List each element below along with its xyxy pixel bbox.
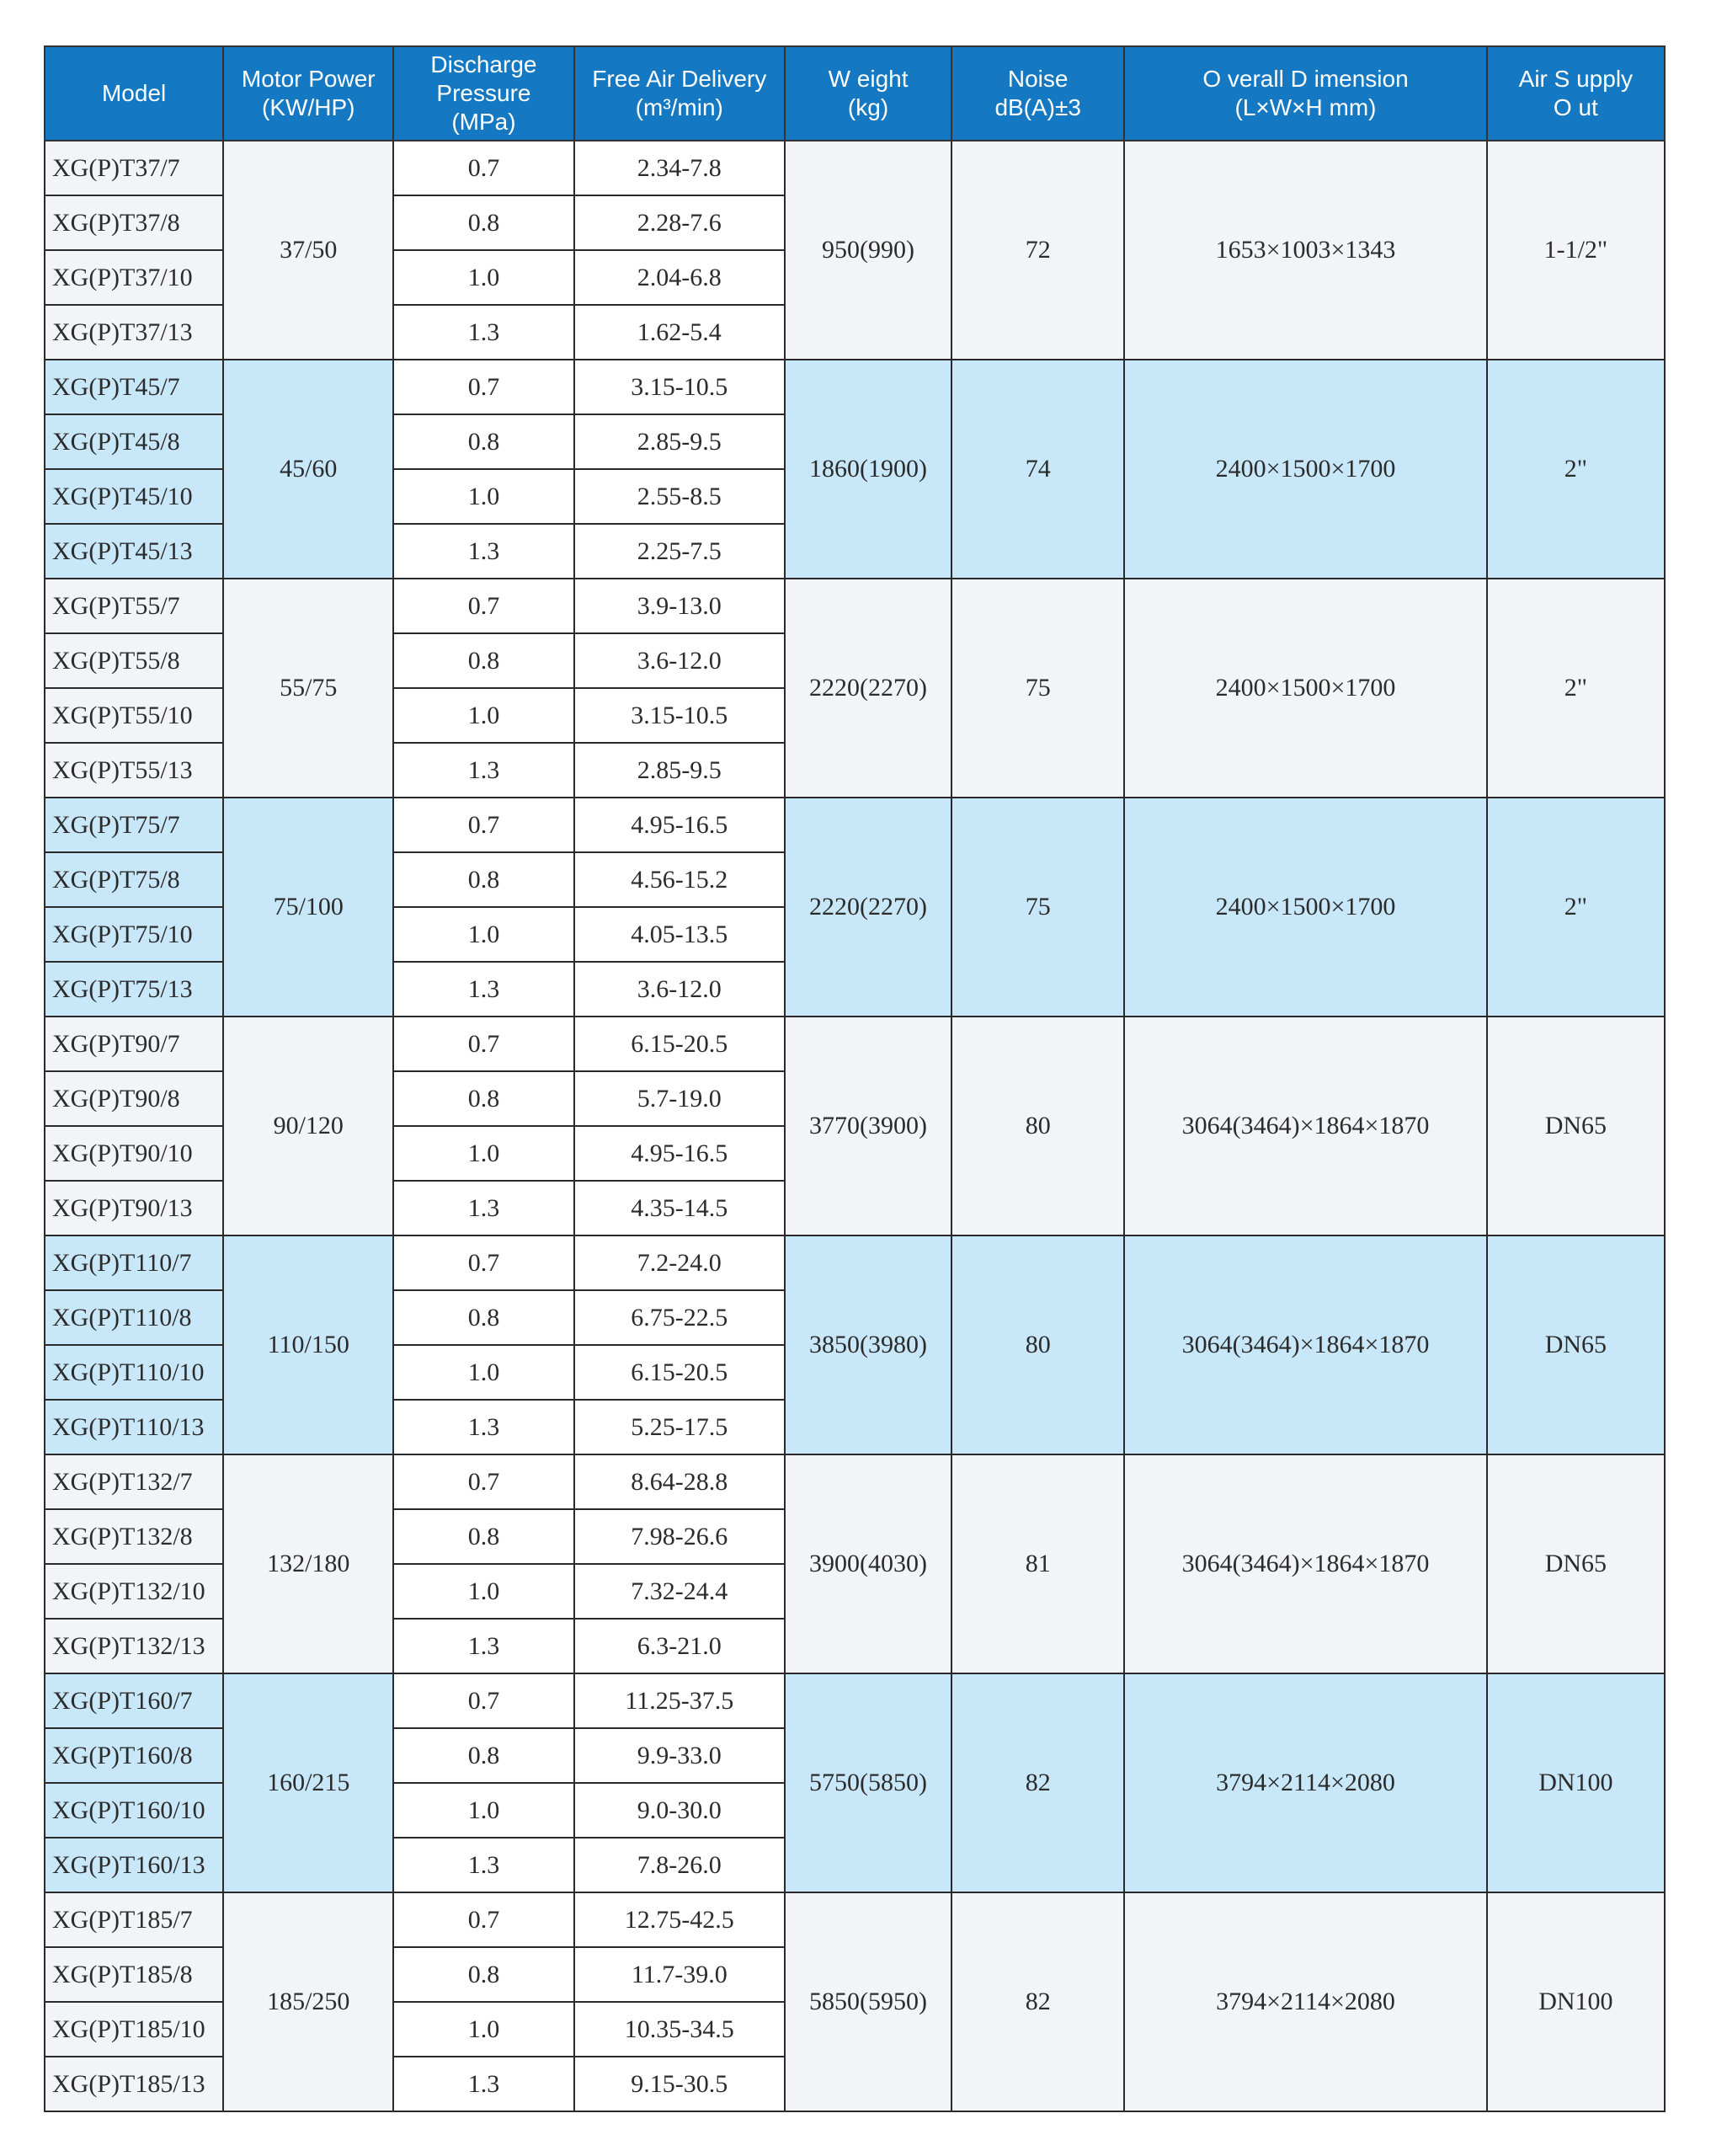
- motor-power-cell: 45/60: [223, 360, 393, 579]
- air-supply-out-cell: 2": [1487, 798, 1665, 1017]
- pressure-cell: 0.8: [393, 195, 573, 250]
- pressure-cell: 0.7: [393, 141, 573, 195]
- air-supply-out-cell: 1-1/2": [1487, 141, 1665, 360]
- header-discharge-pressure-line: Discharge: [430, 51, 537, 77]
- model-cell: XG(P)T132/13: [45, 1619, 223, 1673]
- pressure-cell: 1.0: [393, 907, 573, 962]
- air-supply-out-cell: 2": [1487, 360, 1665, 579]
- model-cell: XG(P)T75/10: [45, 907, 223, 962]
- header-free-air-delivery-line: (m³/min): [635, 94, 723, 120]
- pressure-cell: 1.0: [393, 1126, 573, 1181]
- pressure-cell: 0.8: [393, 633, 573, 688]
- model-cell: XG(P)T132/10: [45, 1564, 223, 1619]
- model-cell: XG(P)T55/13: [45, 743, 223, 798]
- free-air-delivery-cell: 3.15-10.5: [574, 360, 785, 414]
- header-overall-dimension-line: O verall D imension: [1202, 66, 1409, 92]
- model-cell: XG(P)T45/8: [45, 414, 223, 469]
- weight-cell: 2220(2270): [785, 798, 951, 1017]
- free-air-delivery-cell: 4.56-15.2: [574, 852, 785, 907]
- model-cell: XG(P)T37/7: [45, 141, 223, 195]
- table-row: [45, 1892, 1665, 1947]
- free-air-delivery-cell: 11.25-37.5: [574, 1673, 785, 1728]
- table-row: [45, 360, 1665, 414]
- free-air-delivery-cell: 6.75-22.5: [574, 1290, 785, 1345]
- free-air-delivery-cell: 4.35-14.5: [574, 1181, 785, 1235]
- model-cell: XG(P)T45/13: [45, 524, 223, 579]
- model-cell: XG(P)T75/13: [45, 962, 223, 1017]
- motor-power-cell: 110/150: [223, 1235, 393, 1454]
- pressure-cell: 1.3: [393, 1838, 573, 1892]
- model-cell: XG(P)T55/7: [45, 579, 223, 633]
- dimension-cell: 3064(3464)×1864×1870: [1124, 1017, 1486, 1235]
- model-cell: XG(P)T132/8: [45, 1509, 223, 1564]
- pressure-cell: 1.0: [393, 1564, 573, 1619]
- header-discharge-pressure-line: (MPa): [451, 109, 516, 135]
- model-cell: XG(P)T160/8: [45, 1728, 223, 1783]
- pressure-cell: 0.7: [393, 798, 573, 852]
- pressure-cell: 0.8: [393, 1947, 573, 2002]
- pressure-cell: 0.8: [393, 1509, 573, 1564]
- dimension-cell: 2400×1500×1700: [1124, 798, 1486, 1017]
- free-air-delivery-cell: 4.95-16.5: [574, 1126, 785, 1181]
- model-cell: XG(P)T55/10: [45, 688, 223, 743]
- noise-cell: 81: [951, 1454, 1124, 1673]
- free-air-delivery-cell: 12.75-42.5: [574, 1892, 785, 1947]
- free-air-delivery-cell: 5.25-17.5: [574, 1400, 785, 1454]
- weight-cell: 1860(1900): [785, 360, 951, 579]
- model-cell: XG(P)T90/7: [45, 1017, 223, 1071]
- table-body: [45, 141, 1665, 2111]
- noise-cell: 82: [951, 1673, 1124, 1892]
- pressure-cell: 1.0: [393, 1345, 573, 1400]
- weight-cell: 950(990): [785, 141, 951, 360]
- model-cell: XG(P)T160/7: [45, 1673, 223, 1728]
- motor-power-cell: 132/180: [223, 1454, 393, 1673]
- header-model: [45, 46, 223, 141]
- pressure-cell: 0.7: [393, 1454, 573, 1509]
- free-air-delivery-cell: 3.9-13.0: [574, 579, 785, 633]
- header-weight: [785, 46, 951, 141]
- pressure-cell: 1.3: [393, 1619, 573, 1673]
- pressure-cell: 0.8: [393, 414, 573, 469]
- free-air-delivery-cell: 1.62-5.4: [574, 305, 785, 360]
- free-air-delivery-cell: 11.7-39.0: [574, 1947, 785, 2002]
- free-air-delivery-cell: 6.15-20.5: [574, 1017, 785, 1071]
- air-supply-out-cell: DN100: [1487, 1673, 1665, 1892]
- pressure-cell: 0.7: [393, 1235, 573, 1290]
- table-row: [45, 798, 1665, 852]
- free-air-delivery-cell: 2.04-6.8: [574, 250, 785, 305]
- free-air-delivery-cell: 4.95-16.5: [574, 798, 785, 852]
- header-row: [45, 46, 1665, 141]
- table-row: [45, 1235, 1665, 1290]
- model-cell: XG(P)T185/8: [45, 1947, 223, 2002]
- free-air-delivery-cell: 6.3-21.0: [574, 1619, 785, 1673]
- air-supply-out-cell: 2": [1487, 579, 1665, 798]
- free-air-delivery-cell: 10.35-34.5: [574, 2002, 785, 2057]
- weight-cell: 5750(5850): [785, 1673, 951, 1892]
- noise-cell: 72: [951, 141, 1124, 360]
- motor-power-cell: 75/100: [223, 798, 393, 1017]
- model-cell: XG(P)T90/10: [45, 1126, 223, 1181]
- header-air-supply-out-line: Air S upply: [1518, 66, 1634, 92]
- pressure-cell: 1.0: [393, 469, 573, 524]
- noise-cell: 74: [951, 360, 1124, 579]
- model-cell: XG(P)T37/8: [45, 195, 223, 250]
- dimension-cell: 3064(3464)×1864×1870: [1124, 1454, 1486, 1673]
- header-model-line: Model: [101, 80, 167, 106]
- spec-table: [44, 45, 1666, 2112]
- header-free-air-delivery: [574, 46, 785, 141]
- free-air-delivery-cell: 2.55-8.5: [574, 469, 785, 524]
- model-cell: XG(P)T75/7: [45, 798, 223, 852]
- free-air-delivery-cell: 9.9-33.0: [574, 1728, 785, 1783]
- motor-power-cell: 90/120: [223, 1017, 393, 1235]
- pressure-cell: 0.7: [393, 1017, 573, 1071]
- pressure-cell: 0.8: [393, 852, 573, 907]
- header-noise: [951, 46, 1124, 141]
- noise-cell: 80: [951, 1017, 1124, 1235]
- table-row: [45, 141, 1665, 195]
- model-cell: XG(P)T75/8: [45, 852, 223, 907]
- header-air-supply-out-line: O ut: [1553, 94, 1598, 120]
- dimension-cell: 3794×2114×2080: [1124, 1673, 1486, 1892]
- free-air-delivery-cell: 7.32-24.4: [574, 1564, 785, 1619]
- table-row: [45, 1673, 1665, 1728]
- free-air-delivery-cell: 2.85-9.5: [574, 414, 785, 469]
- pressure-cell: 1.0: [393, 688, 573, 743]
- weight-cell: 3770(3900): [785, 1017, 951, 1235]
- model-cell: XG(P)T185/13: [45, 2057, 223, 2111]
- noise-cell: 75: [951, 579, 1124, 798]
- dimension-cell: 2400×1500×1700: [1124, 360, 1486, 579]
- free-air-delivery-cell: 3.6-12.0: [574, 962, 785, 1017]
- free-air-delivery-cell: 2.25-7.5: [574, 524, 785, 579]
- pressure-cell: 0.7: [393, 360, 573, 414]
- pressure-cell: 1.3: [393, 743, 573, 798]
- free-air-delivery-cell: 5.7-19.0: [574, 1071, 785, 1126]
- header-air-supply-out: [1487, 46, 1665, 141]
- model-cell: XG(P)T37/13: [45, 305, 223, 360]
- model-cell: XG(P)T45/10: [45, 469, 223, 524]
- model-cell: XG(P)T110/10: [45, 1345, 223, 1400]
- noise-cell: 80: [951, 1235, 1124, 1454]
- header-weight-line: (kg): [847, 94, 889, 120]
- pressure-cell: 1.0: [393, 2002, 573, 2057]
- header-motor-power-line: Motor Power: [241, 66, 376, 92]
- free-air-delivery-cell: 3.6-12.0: [574, 633, 785, 688]
- free-air-delivery-cell: 6.15-20.5: [574, 1345, 785, 1400]
- pressure-cell: 0.7: [393, 1892, 573, 1947]
- weight-cell: 3850(3980): [785, 1235, 951, 1454]
- pressure-cell: 0.7: [393, 1673, 573, 1728]
- table-row: [45, 1454, 1665, 1509]
- pressure-cell: 0.8: [393, 1728, 573, 1783]
- model-cell: XG(P)T110/8: [45, 1290, 223, 1345]
- free-air-delivery-cell: 2.34-7.8: [574, 141, 785, 195]
- weight-cell: 5850(5950): [785, 1892, 951, 2111]
- motor-power-cell: 160/215: [223, 1673, 393, 1892]
- model-cell: XG(P)T90/13: [45, 1181, 223, 1235]
- motor-power-cell: 185/250: [223, 1892, 393, 2111]
- header-weight-line: W eight: [828, 66, 909, 92]
- pressure-cell: 1.3: [393, 962, 573, 1017]
- motor-power-cell: 55/75: [223, 579, 393, 798]
- free-air-delivery-cell: 9.0-30.0: [574, 1783, 785, 1838]
- air-supply-out-cell: DN100: [1487, 1892, 1665, 2111]
- pressure-cell: 0.8: [393, 1290, 573, 1345]
- air-supply-out-cell: DN65: [1487, 1235, 1665, 1454]
- model-cell: XG(P)T110/7: [45, 1235, 223, 1290]
- air-supply-out-cell: DN65: [1487, 1454, 1665, 1673]
- pressure-cell: 1.0: [393, 250, 573, 305]
- pressure-cell: 1.3: [393, 1400, 573, 1454]
- free-air-delivery-cell: 8.64-28.8: [574, 1454, 785, 1509]
- dimension-cell: 2400×1500×1700: [1124, 579, 1486, 798]
- table-row: [45, 1017, 1665, 1071]
- dimension-cell: 3794×2114×2080: [1124, 1892, 1486, 2111]
- header-overall-dimension: [1124, 46, 1486, 141]
- table-row: [45, 579, 1665, 633]
- free-air-delivery-cell: 7.98-26.6: [574, 1509, 785, 1564]
- weight-cell: 2220(2270): [785, 579, 951, 798]
- noise-cell: 82: [951, 1892, 1124, 2111]
- pressure-cell: 1.3: [393, 305, 573, 360]
- free-air-delivery-cell: 2.28-7.6: [574, 195, 785, 250]
- model-cell: XG(P)T110/13: [45, 1400, 223, 1454]
- free-air-delivery-cell: 7.8-26.0: [574, 1838, 785, 1892]
- header-noise-line: dB(A)±3: [994, 94, 1081, 120]
- model-cell: XG(P)T45/7: [45, 360, 223, 414]
- air-supply-out-cell: DN65: [1487, 1017, 1665, 1235]
- free-air-delivery-cell: 7.2-24.0: [574, 1235, 785, 1290]
- free-air-delivery-cell: 9.15-30.5: [574, 2057, 785, 2111]
- model-cell: XG(P)T160/13: [45, 1838, 223, 1892]
- model-cell: XG(P)T37/10: [45, 250, 223, 305]
- model-cell: XG(P)T90/8: [45, 1071, 223, 1126]
- free-air-delivery-cell: 3.15-10.5: [574, 688, 785, 743]
- header-noise-line: Noise: [1007, 66, 1069, 92]
- header-motor-power: [223, 46, 393, 141]
- pressure-cell: 1.3: [393, 2057, 573, 2111]
- pressure-cell: 0.7: [393, 579, 573, 633]
- free-air-delivery-cell: 2.85-9.5: [574, 743, 785, 798]
- weight-cell: 3900(4030): [785, 1454, 951, 1673]
- header-motor-power-line: (KW/HP): [262, 94, 355, 120]
- model-cell: XG(P)T185/10: [45, 2002, 223, 2057]
- header-discharge-pressure: [393, 46, 573, 141]
- model-cell: XG(P)T160/10: [45, 1783, 223, 1838]
- model-cell: XG(P)T185/7: [45, 1892, 223, 1947]
- noise-cell: 75: [951, 798, 1124, 1017]
- motor-power-cell: 37/50: [223, 141, 393, 360]
- pressure-cell: 0.8: [393, 1071, 573, 1126]
- header-discharge-pressure-line: Pressure: [436, 80, 531, 106]
- pressure-cell: 1.3: [393, 1181, 573, 1235]
- model-cell: XG(P)T55/8: [45, 633, 223, 688]
- header-free-air-delivery-line: Free Air Delivery: [592, 66, 767, 92]
- pressure-cell: 1.3: [393, 524, 573, 579]
- model-cell: XG(P)T132/7: [45, 1454, 223, 1509]
- dimension-cell: 1653×1003×1343: [1124, 141, 1486, 360]
- header-overall-dimension-line: (L×W×H mm): [1234, 94, 1377, 120]
- dimension-cell: 3064(3464)×1864×1870: [1124, 1235, 1486, 1454]
- pressure-cell: 1.0: [393, 1783, 573, 1838]
- free-air-delivery-cell: 4.05-13.5: [574, 907, 785, 962]
